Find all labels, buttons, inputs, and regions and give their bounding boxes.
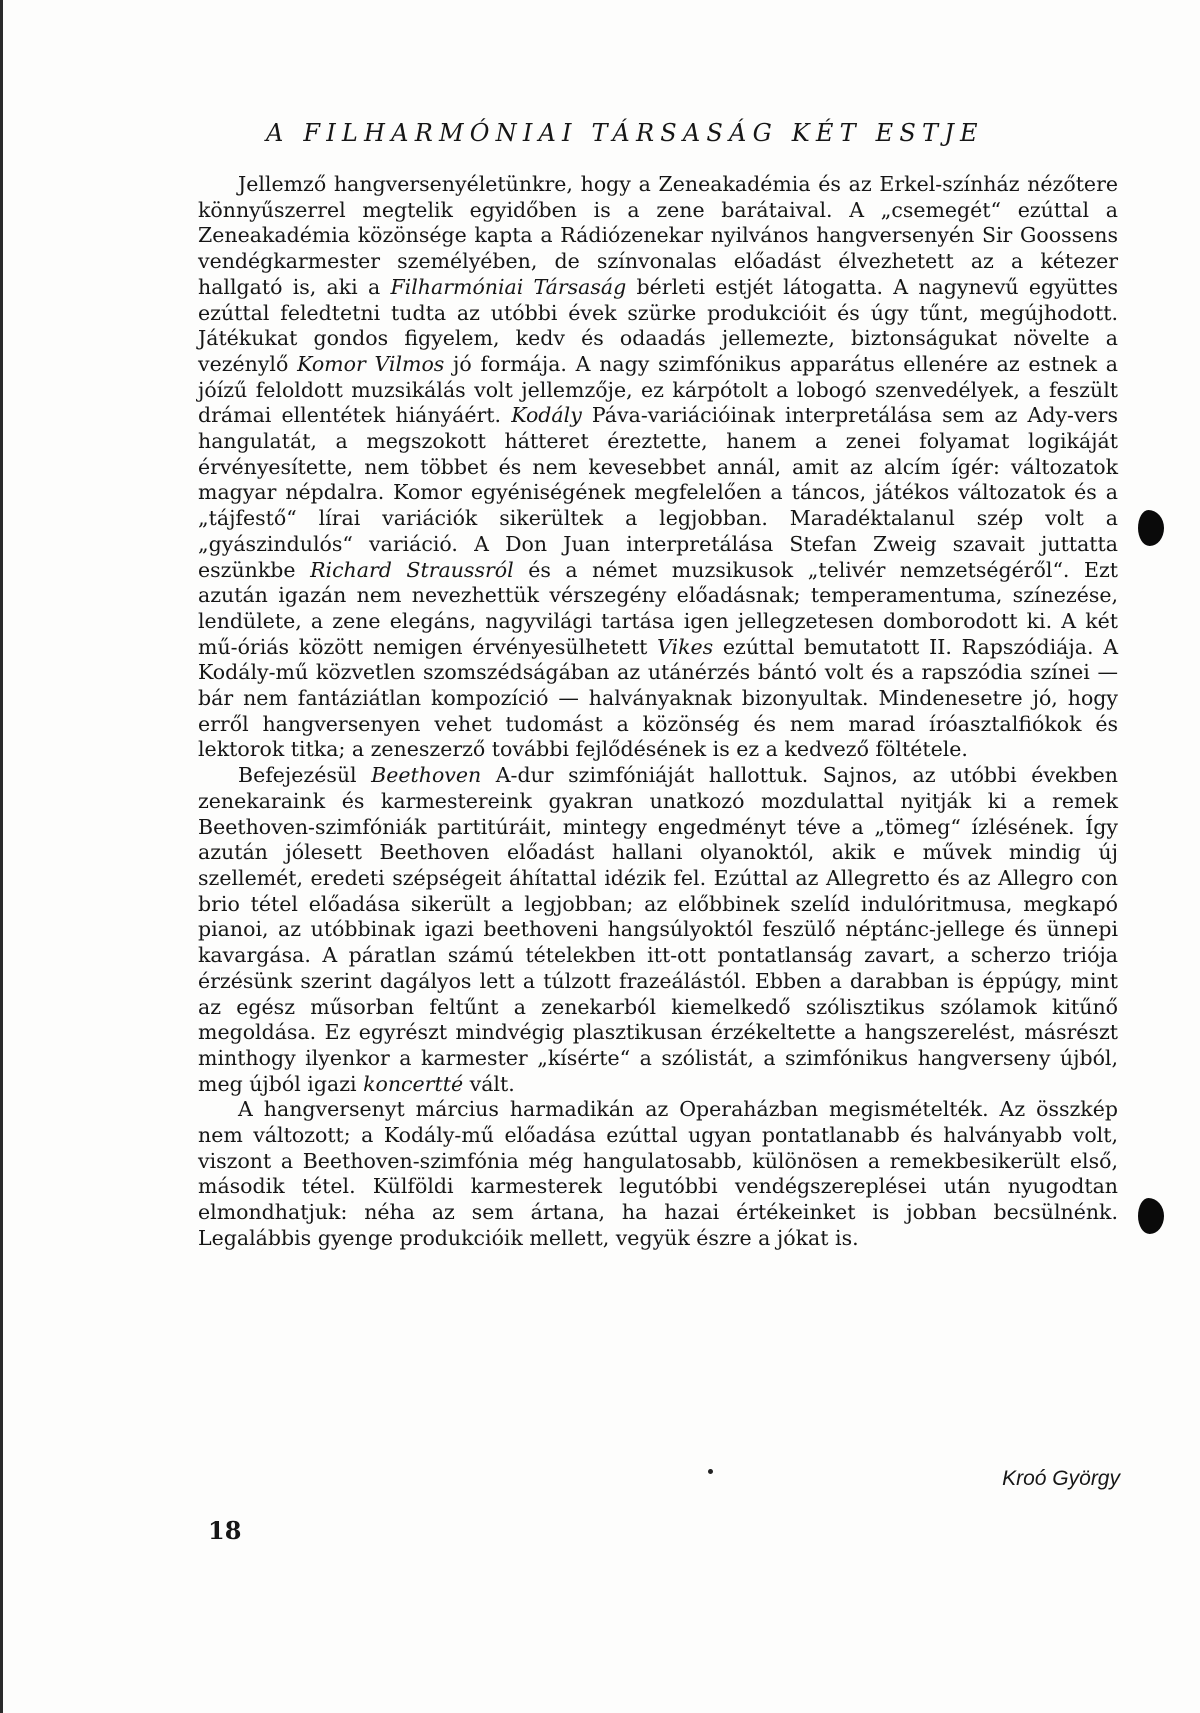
emphasized-name: koncertté bbox=[363, 1071, 464, 1096]
text-run: A-dur szimfóniáját hallottuk. Sajnos, az utóbbi években zenekaraink és karmestereink gyakran unatkozó mozdulattal nyitják ki a remek Beethoven-szimfóniák partitúráit, mintegy engedményt téve a „tömeg“ ízlésének. Így azután jólesett Beethoven előadást hallani olyanoktól, akik e művek mindig új szellemét, eredeti szépségeit áhítattal idézik fel. Ezúttal az Allegretto és az Allegro con brio tétel előadása sikerült a legjobban; az előbbinek szelíd indulóritmusa, megkapó pianoi, az utóbbinak igazi beethoveni hangsúlyoktól feszülő néptánc-jellege és ünnepi kavargása. A páratlan számú tételekben itt-ott pontatlanság zavart, a scherzo triója érzésünk szerint dagályos lett a túlzott frazeálástól. Ebben a darabban is éppúgy, mint az egész műsorban feltűnt a zenekarból kiemelkedő szólisztikus szólamok kitűnő megoldása. Ez egyrészt mindvégig plasztikusan érzékeltette a hangszerelést, másrészt minthogy ilyenkor a karmester „kísérte“ a szólistát, a szimfónikus hangverseny újból, meg újból igazi bbox=[198, 763, 1118, 1096]
text-run: Jellemző hangversenyéletünkre, hogy a Zeneakadémia és az Erkel-színház nézőtere könnyűszerrel megtelik egyidőben is a zene barátaival. A „csemegét“ ezúttal a Zeneakadémia közönsége kapta a Rádiózenekar nyilvános hangversenyén Sir Goossens vendégkarmester személyében, de színvonalas előadást élvezhetett az a kétezer hallgató is, aki a bbox=[198, 172, 1118, 299]
emphasized-name: Kodály bbox=[511, 403, 582, 428]
article-body bbox=[198, 172, 1118, 1252]
page-edge-shadow bbox=[0, 0, 3, 1713]
article-paragraph bbox=[198, 1097, 1118, 1251]
article-paragraph bbox=[198, 172, 1118, 763]
author-signature: Kroó György bbox=[1002, 1467, 1120, 1490]
emphasized-name: Filharmóniai Társaság bbox=[390, 274, 627, 299]
text-run: jó formája. A nagy szimfónikus apparátus ellenére az estnek a jóízű feloldott muzsikálás volt jellemzője, ez kárpótolt a lobogó szenvedélyek, a feszült drámai ellentétek hiányáért. bbox=[198, 351, 1118, 428]
text-run: vált. bbox=[463, 1071, 515, 1096]
article-paragraph bbox=[198, 763, 1118, 1097]
text-run: Befejezésül bbox=[238, 763, 372, 788]
punch-hole-mark bbox=[1138, 510, 1164, 546]
text-run: bérleti estjét látogatta. A nagynevű együttes ezúttal feledtetni tudta az utóbbi évek szürke produkcióit és úgy tűnt, megújhodott. Játékukat gondos figyelem, kedv és odaadás jellemezte, biztonságukat növelte a vezénylő bbox=[198, 274, 1119, 376]
punch-hole-mark bbox=[1138, 1198, 1164, 1234]
text-run: Páva-variációinak interpretálása sem az Ady-vers hangulatát, a megszokott hátteret éreztette, hanem a zenei folyamat logikáját érvényesítette, nem többet és nem kevesebbet annál, amit az alcím ígér: változatok magyar népdalra. Komor egyéniségének megfelelően a táncos, játékos változatok és a „tájfestő“ lírai variációk sikerültek a legjobban. Maradéktalanul szép volt a „gyászindulós“ variáció. A Don Juan interpretálása Stefan Zweig szavait juttatta eszünkbe bbox=[198, 403, 1118, 582]
text-run: és a német muzsikusok „telivér nemzetségéről“. Ezt azután igazán nem nevezhettük vérszegény előadásnak; temperamentuma, színezése, lendülete, a zene elegáns, nagyvilági tartása igen jellegzetesen domborodott ki. A két mű-óriás között nemigen érvényesülhetett bbox=[198, 557, 1118, 659]
emphasized-name: Vikes bbox=[657, 634, 714, 659]
text-run: ezúttal bemutatott II. Rapszódiája. A Kodály-mű közvetlen szomszédságában az utánérzés bántó volt és a rapszódia színei — bár nem fantáziátlan kompozíció — halványaknak bizonyultak. Mindenesetre jó, hogy erről hangversenyen vehet tudomást a közönség és nem marad íróasztalfiókok és lektorok titka; a zeneszerző további fejlődésének is ez a kedvező föltétele. bbox=[198, 634, 1119, 762]
text-run: A hangversenyt március harmadikán az Operaházban megismételték. Az összkép nem változott; a Kodály-mű előadása ezúttal ugyan pontatlanabb és halványabb volt, viszont a Beethoven-szimfónia még hangulatosabb, különösen a remekbesikerült első, második tétel. Külföldi karmesterek legutóbbi vendégszereplései után nyugodtan elmondhatjuk: néha az sem ártana, ha hazai értékeinket is jobban becsülnénk. Legalábbis gyenge produkcióik mellett, vegyük észre a jókat is. bbox=[198, 1097, 1118, 1250]
decorative-dot bbox=[708, 1469, 713, 1474]
emphasized-name: Komor Vilmos bbox=[297, 351, 445, 376]
emphasized-name: Beethoven bbox=[371, 763, 482, 788]
emphasized-name: Richard Straussról bbox=[310, 557, 514, 582]
page-number: 18 bbox=[208, 1516, 242, 1545]
article-title: A FILHARMÓNIAI TÁRSASÁG KÉT ESTJE bbox=[266, 119, 984, 147]
